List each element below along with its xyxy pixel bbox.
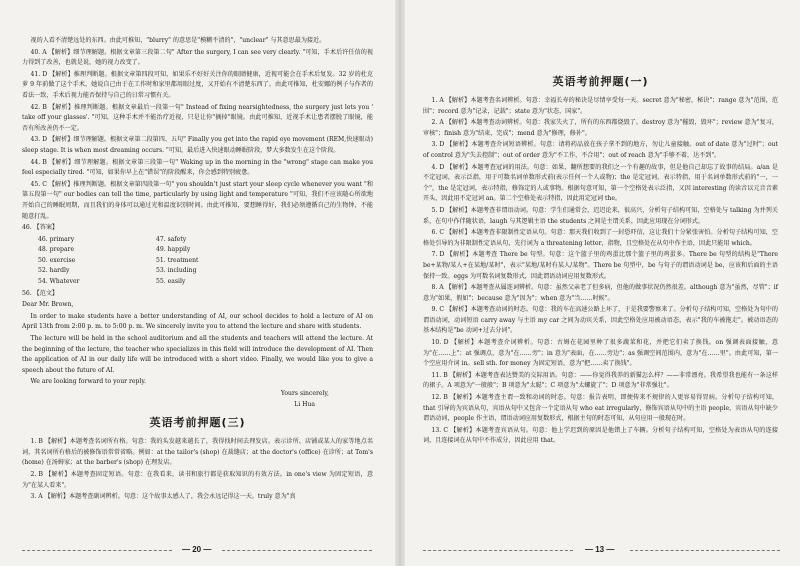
answer-46-label: 46. 【答案】 bbox=[22, 224, 59, 232]
vocab-answer: 55. easily bbox=[156, 278, 186, 286]
answer-paragraph: 5. D 【解析】本题考查非谓语动词。句意：学生们通常会，迟迟论来，很高兴，分析句子结构可知，空格处与 talking 为并列关系，在句中作伴随状语，laugh 与其逻辑主语 the students 之间是主谓关系，因此应用现在分词形式。 bbox=[423, 206, 778, 225]
vocab-answer: 47. safety bbox=[156, 235, 187, 243]
letter-paragraph: In order to make students have a better understanding of AI, our school decides to hold a lecture of AI on April 13th from 2:00 p. m. to 5:00 p. m. We sincerely invite you to attend the lecture and share with students. bbox=[22, 312, 373, 331]
vocab-answer: 48. prepare bbox=[38, 246, 75, 254]
answer-paragraph: 8. A 【解析】本题考查从属连词辨析。句意：虽然父亲老了但多病，但他的做事状况仍然很差。although 意为"虽然，尽管"；if 意为"如果，假如"；because 意为"因为"；when 意为"当……时候"。 bbox=[423, 284, 778, 302]
answer-paragraph: 41. D 【解析】推理判断题。根据文章第四段可知，如果乐不好好关注你的眼睛健康，近视可能会在手术后复发。32 岁的杜克萝 9 年前做了这个手术，她说自己由于在工作时和家里都用眼过度，又开始有不清楚东西了。由此可推知，杜安娜的例子与作者的看法一致，手术后视力能否保持与自己的日常习惯有关。 bbox=[22, 70, 373, 99]
answer-paragraph: 2. A 【解析】本题考查动词辨析。句意：我家失火了，所有的东西都烧毁了。destroy 意为"摧毁，毁坏"；review 意为"复习，审核"；finish 意为"结束，完成"；mend 意为"修理，修补"。 bbox=[423, 119, 778, 137]
footer-rule-right-2 bbox=[630, 550, 780, 552]
right-answers bbox=[423, 96, 778, 447]
footer-rule-right bbox=[222, 550, 372, 552]
vocab-answer: 54. Whatever bbox=[38, 278, 80, 286]
footer-rule-left bbox=[22, 550, 172, 552]
answer-paragraph: 4. D 【解析】本题考查冠词的用法。句意：如果，翻所想要的我们之一个有趣的故事，但是他自己却忘了故事的结局。a/an 是不定冠词，表示泛指，用于可数名词单数形式前(表示任何一个人或物)；the 是定冠词，表示特指，用于名词单数形式前的"一，一个"，the 是定冠词，表示特指，修饰定的人或事物。根据句意可知，第一个空格处表示泛指，又因 interesting 的读音以元音音素开头，因此用不定冠词 an。第二个空格处表示特指，因此用定冠词 the。 bbox=[423, 163, 778, 203]
letter-salutation: Dear Mr. Brown, bbox=[22, 301, 74, 309]
answer-paragraph: 2. B 【解析】本题考查固定短语。句意：在我看来，读书和旅行都是获取知识的有效方法。in one's view 为固定短语，意为"在某人看来"。 bbox=[22, 470, 373, 489]
answer-paragraph: 9. C 【解析】本题考查动词的时态。句意：我的车在高速公路上坏了，于是我要警察来了。分析句子结构可知，空格处为句中的谓语动词，动词短语 carry away 与主语 my car 之间为动宾关系，因此空格处应用被动语态，表示"我的车被拖走"。被动语态的基本结构是"be 动词+过去分词"。 bbox=[423, 306, 778, 335]
left-bottom-answers bbox=[22, 437, 373, 503]
vocab-answer: 50. exercise bbox=[38, 256, 76, 264]
vocab-answer: 52. hardly bbox=[38, 267, 70, 275]
answer-paragraph: 42. B 【解析】推理判断题。根据文章最后一段第一句" Instead of fixing nearsightedness, the surgery just lets you ' take off your glasses'. "可知，这种手术并不能治疗近视，只是让你"摘掉"眼镜。由此可推知，近视手术让患者摆脱了眼镜，能否有所改善仍不一定。 bbox=[22, 103, 373, 132]
answer-paragraph: 3. A 【解析】本题考查副词辨析。句意：这个故事太感人了，我会永远记得这一天。truly 意为"真 bbox=[30, 493, 296, 501]
right-page bbox=[405, 0, 800, 566]
section-title-1: 英语考前押题(一) bbox=[552, 75, 649, 88]
answer-paragraph: 44. B 【解析】细节理解题。根据文章第三段第一句" Waking up in the morning in the "wrong" stage can make you feel especially tired. "可知，如果你早上在"错误"的阶段醒来，你会感到特别疲惫。 bbox=[22, 158, 373, 177]
vocab-answer: 53. including bbox=[156, 267, 197, 275]
answer-paragraph: 7. D 【解析】本题考查 There be 句型。句意：这个篮子里的鸡蛋比那个篮子里的鸡蛋多。There be 句型的结构是"There be+某物/某人+在某地/某时"，表示"某地/某时有某人/某物"。There be 句型中，be 与句子的谓语动词是 be，应该和后面的主语保持一致。eggs 为可数名词复数形式，因此谓语动词应用复数形式。 bbox=[423, 251, 778, 280]
vocab-answer: 49. happily bbox=[156, 246, 191, 254]
vocab-answer: 51. treatment bbox=[156, 256, 199, 264]
left-top-answers bbox=[22, 36, 373, 222]
letter-closing: Yours sincerely, bbox=[280, 390, 329, 397]
answer-paragraph: 1. B 【解析】本题考查名词所有格。句意：我的头发越来越长了，我得找时间去理发店。表示诊所、店铺或某人的家等地点名词，其名词所有格后的被修饰语常常省略。例如：at the tailor's (shop) 在裁缝店；at the doctor's (office) 在诊所；at Tom's (home) 在汤姆家；at the barber's (shop) 在理发店。 bbox=[22, 438, 373, 467]
footer-rule-left-2 bbox=[423, 550, 573, 552]
letter-paragraph: The lecture will be held in the school auditorium and all the students and teachers will attend the lecture. At the beginning of the lecture, the teacher who specializes in this field will introduce the development of AI. Then the application of AI in our daily life will be introduced with a short video. Finally, we would like you to give a speech about the future of AI. bbox=[22, 335, 373, 374]
answer-paragraph: 13. C 【解析】本题考查宾语从句。句意：他上学迟到的原因是他错上了车辆。分析句子结构可知，空格处为表语从句的连接词，且连接词在从句中不作成分，因此应用 that。 bbox=[423, 426, 778, 445]
essay-label: 56. 【范文】 bbox=[22, 289, 59, 297]
page-number-right: — 13 — bbox=[585, 545, 615, 555]
answer-paragraph: 10. D 【解析】本题考查介词辨析。句意：古姆在花园里种了很多蔬菜和花，并把它们卖了换钱。on 强调表面接触，意为"在……上"；at 强调点，意为"在……旁"；in 意为"表面，在……旁边"；as 强调空间范围内，意为"在……里"。由此可知，第一个空应用介词 in。sell sth. for money 为固定短语，意为"把……卖了换钱"。 bbox=[423, 339, 778, 368]
book-gutter bbox=[395, 0, 405, 566]
vocab-answer: 46. primary bbox=[38, 235, 75, 243]
answer-paragraph: 11. B 【解析】本题考查表达赞美的交际用语。句意：——你觉得我养的新猫怎么样？——非常漂亮。我希望我也能有一条这样的裙子。A 项意为"一般般"；B 项意为"太聪"；C 项意为"太螺旋了"；D 项意为"非常强壮"。 bbox=[423, 371, 778, 390]
answer-paragraph: 视的人看不清楚远处的东西。由此可推知，"blurry" 的意思是"模糊不清的"，"unclear" 与其意思最为接近。 bbox=[30, 37, 326, 44]
left-page bbox=[0, 0, 395, 566]
section-title-3: 英语考前押题(三) bbox=[149, 416, 246, 430]
letter-paragraph: We are looking forward to your reply. bbox=[30, 378, 146, 386]
answer-paragraph: 1. A 【解析】本题考查名词辨析。句意：幸福长寿的秘诀是尽情享受每一天。secret 意为"秘密，秘诀"；range 意为"范围，范围"；record 意为"记录，记载"；state 意为"状态，国家"。 bbox=[423, 97, 778, 115]
answer-paragraph: 45. C 【解析】推理判断题。根据文章第四段第一句" you shouldn't just start your sleep cycle whenever you want "和第五段第一句" our bodies can tell the time, particularly by using light and temperature "可知，我们不应该随心所欲地开始自己的睡眠周期，而且我们的身体可以通过光和温度识别时间。由此可推知，要想睡得好，我们必须遵循自己的生物钟，不能随意打乱。 bbox=[22, 180, 373, 220]
answer-paragraph: 3. D 【解析】本题考查介词短语辨析。句意：请将药品放在孩子拿不到的地方，勿让儿童接触。out of date 意为"过时"；out of control 意为"失去控制"；out of order 意为"不工作，不合用"；out of reach 意为"手够不着，达不到"。 bbox=[423, 141, 778, 159]
answer-paragraph: 43. D 【解析】细节理解题。根据文章第二段第四、五句" Finally you get into the rapid eye movement (REM,快速眼动) sleep stage. It is when most dreaming occurs. "可知，最后进入快速眼动睡眠阶段，梦大多数发生在这个阶段。 bbox=[22, 136, 373, 154]
letter-signature: Li Hua bbox=[294, 400, 315, 408]
vocab-answer-grid bbox=[38, 235, 373, 288]
letter-body bbox=[22, 312, 373, 388]
answer-paragraph: 12. B 【解析】本题考查主谓一致和动词的时态。句意：报告表明，即便传来不规律的人更容易得胃病。分析句子结构可知，that 引导的为宾语从句，宾语从句中又包含一个定语从句 who eat irregularly，修饰宾语从句中的主语 people，宾语从句中缺少谓语动词，people 作主语，谓语动词应用复数形式，根据主句的时态可知，从句应用一般现在时。 bbox=[423, 394, 778, 423]
page-number-left: — 20 — bbox=[182, 545, 212, 555]
answer-paragraph: 40. A 【解析】细节理解题。根据文章第三段第二句" After the surgery, I can see very clearly. "可知，手术后许任信的视力得到了改善，也就是说，她的视力改变了。 bbox=[22, 48, 373, 67]
answer-paragraph: 6. C 【解析】本题考查非限制性定语从句。句意：那天我们收到了一封恐吓信，这让我们十分紧张害怕。分析句子结构可知，空格处引导的为非限制性定语从句，先行词为 a threatening letter，指物，且空格处在从句中作主语，因此只能用 which。 bbox=[423, 229, 778, 247]
